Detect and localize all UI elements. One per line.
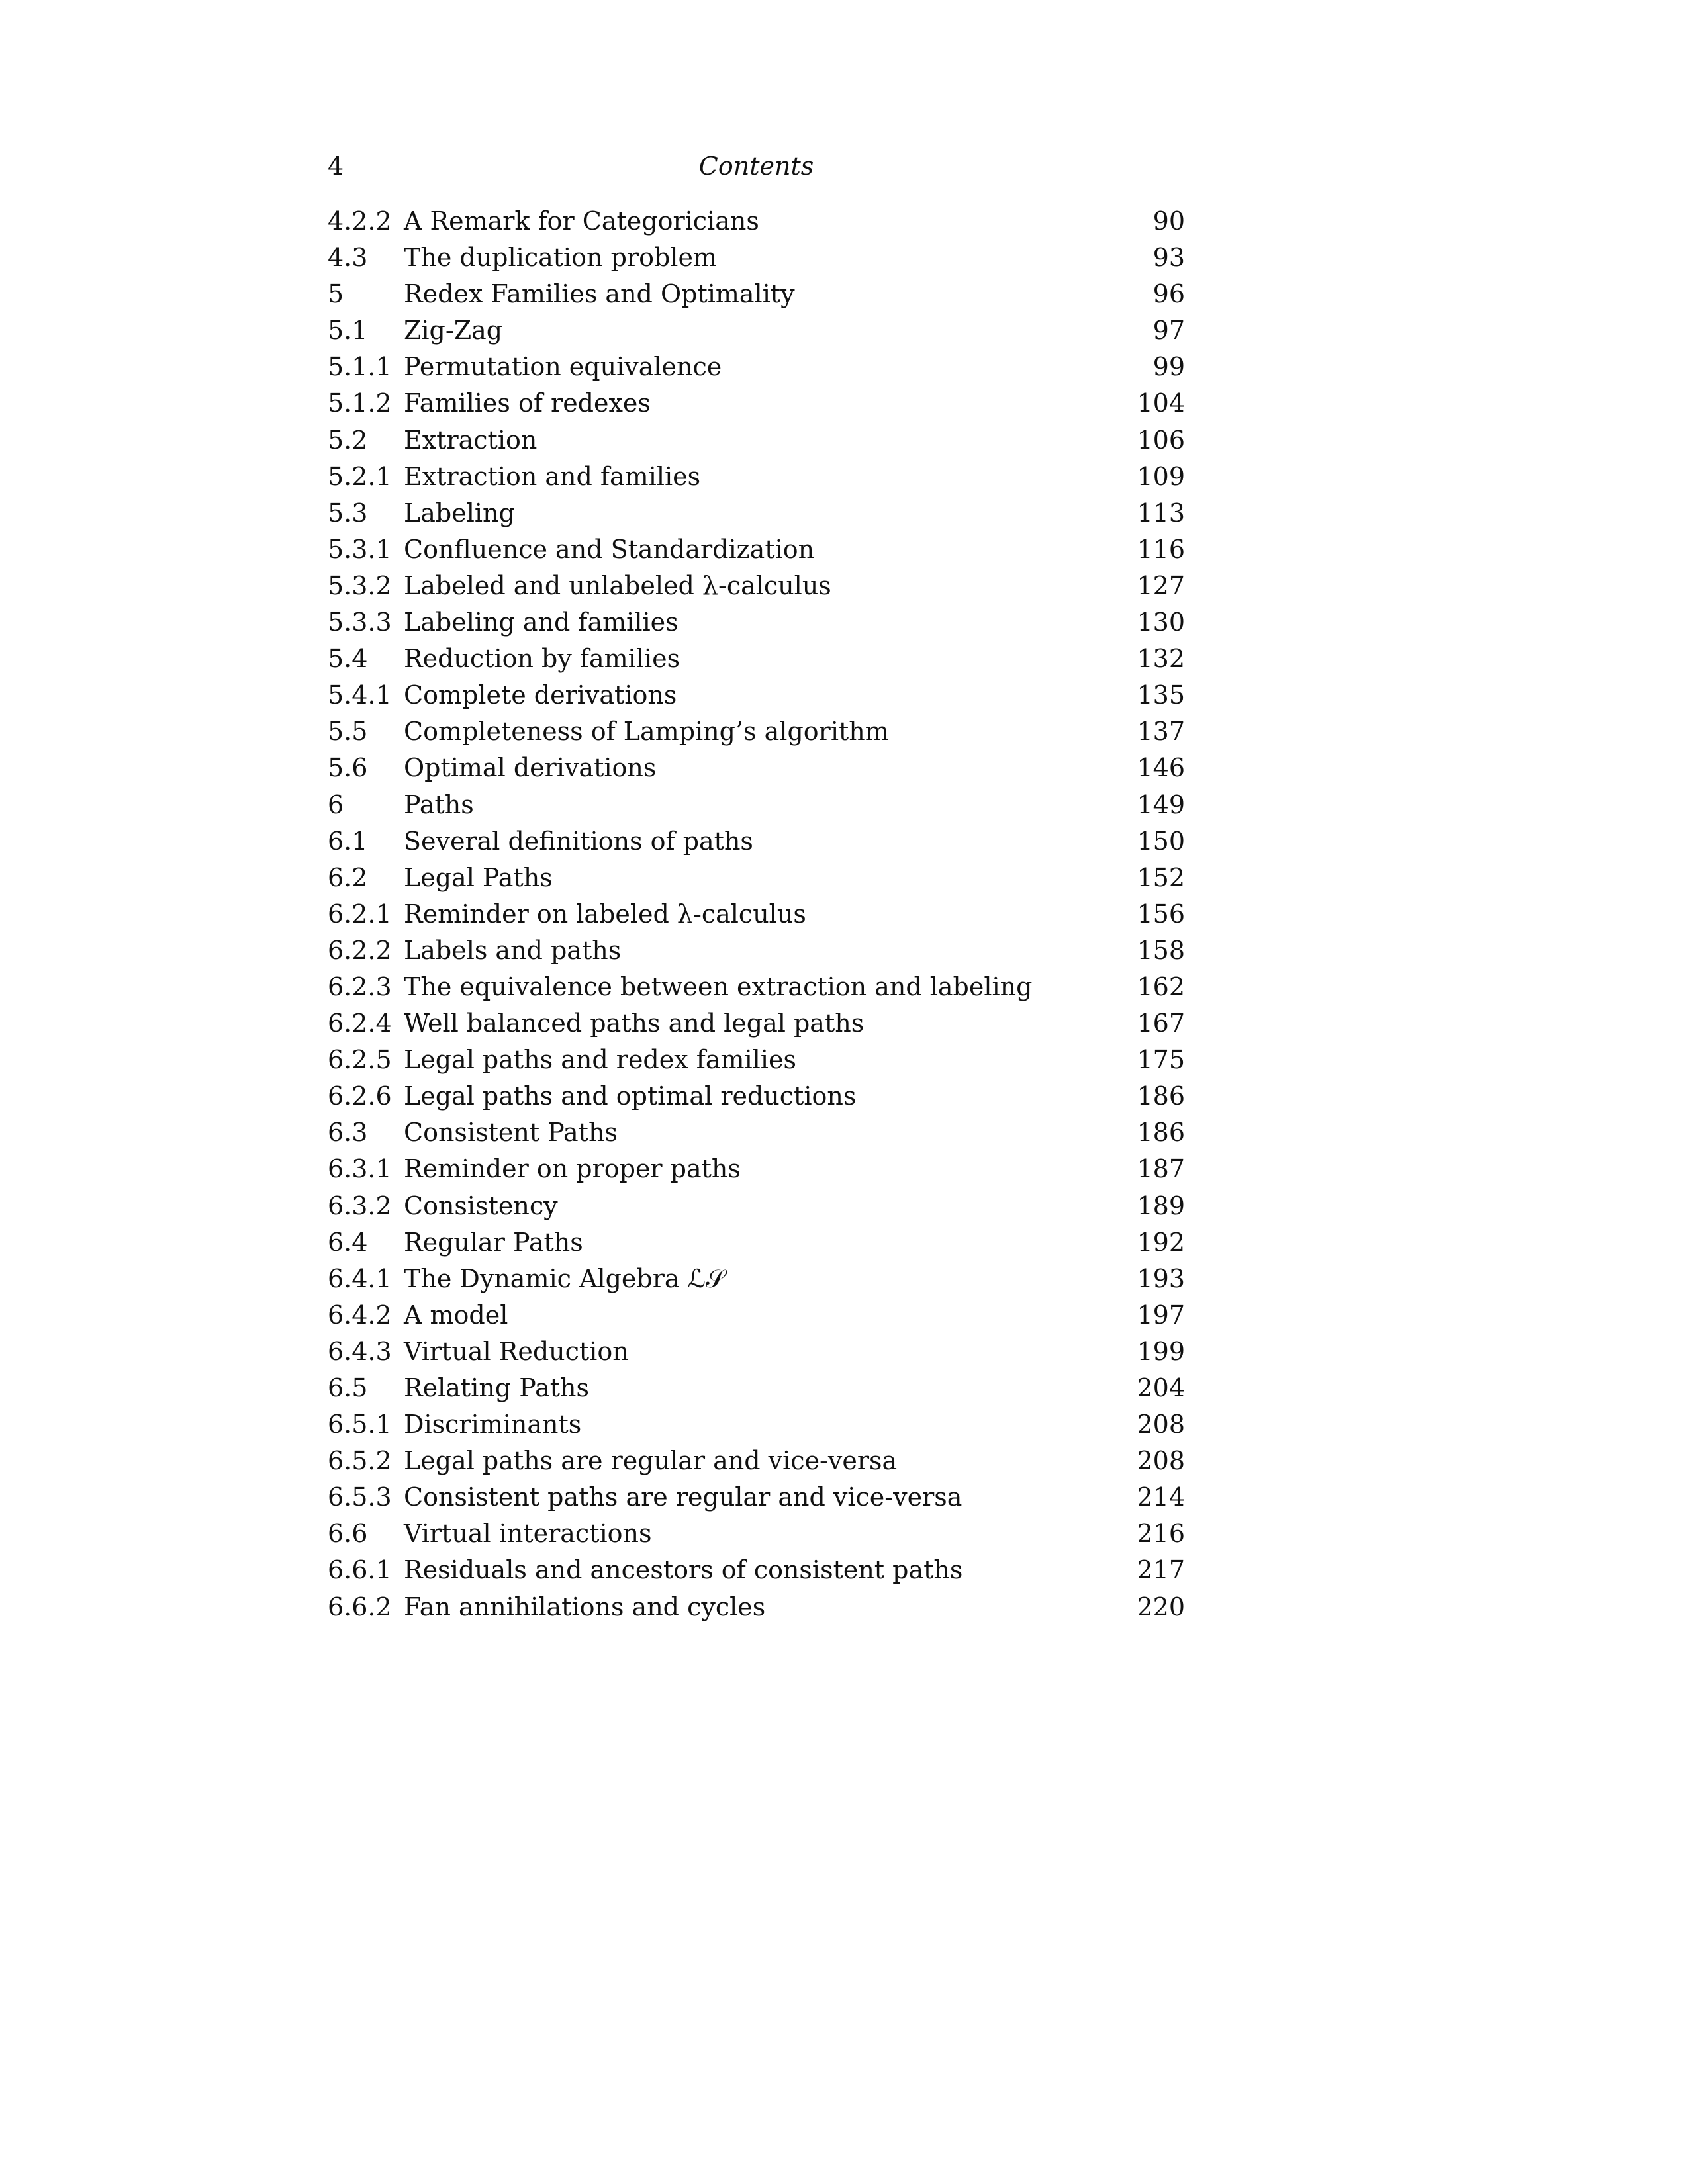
toc-entry-number: 5.6 xyxy=(328,753,368,783)
toc-entry-number: 5.3 xyxy=(328,498,368,527)
toc-entry-page: 106 xyxy=(1137,425,1185,455)
toc-entry-number: 5.4.1 xyxy=(328,680,392,710)
toc-entry xyxy=(328,896,1185,933)
toc-entry-page: 214 xyxy=(1137,1482,1185,1512)
toc-entry-number: 6.6.2 xyxy=(328,1592,392,1621)
toc-entry-number: 5.1.2 xyxy=(328,388,392,418)
toc-entry-page: 192 xyxy=(1137,1227,1185,1257)
toc-entry xyxy=(328,604,1185,641)
toc-entry-number: 6.2.2 xyxy=(328,935,392,965)
toc-entry xyxy=(328,1406,1185,1443)
toc-entry-page: 208 xyxy=(1137,1410,1185,1439)
toc-entry-page: 162 xyxy=(1137,972,1185,1001)
toc-entry-number: 6.5.3 xyxy=(328,1482,392,1512)
toc-entry-title: Zig-Zag xyxy=(404,316,503,345)
toc-entry xyxy=(328,1334,1185,1370)
toc-entry-title: Consistent paths are regular and vice-versa xyxy=(404,1482,962,1512)
toc-entry-title: Legal Paths xyxy=(404,862,553,892)
toc-entry-title: A model xyxy=(404,1300,508,1330)
toc-entry-number: 6.2.3 xyxy=(328,972,392,1001)
toc-entry-title: Several definitions of paths xyxy=(404,826,753,856)
toc-entry xyxy=(328,1042,1185,1078)
toc-entry-number: 5.2.1 xyxy=(328,461,392,491)
toc-entry-page: 127 xyxy=(1137,570,1185,600)
toc-entry-page: 137 xyxy=(1137,717,1185,747)
toc-entry-title: The duplication problem xyxy=(404,243,717,273)
toc-entry xyxy=(328,1479,1185,1516)
toc-entry-page: 149 xyxy=(1137,790,1185,819)
toc-entry-number: 6.5.2 xyxy=(328,1446,392,1476)
toc-entry xyxy=(328,641,1185,677)
page-number: 4 xyxy=(328,152,344,181)
toc-entry-number: 6.2.1 xyxy=(328,899,392,929)
toc-entry xyxy=(328,568,1185,604)
toc-entry-title: Permutation equivalence xyxy=(404,352,722,382)
toc-entry-page: 156 xyxy=(1137,899,1185,929)
toc-entry xyxy=(328,240,1185,276)
toc-entry xyxy=(328,276,1185,312)
toc-entry-page: 175 xyxy=(1137,1045,1185,1075)
toc-entry-number: 5 xyxy=(328,279,344,309)
toc-entry-number: 6 xyxy=(328,790,344,819)
toc-entry-title: Families of redexes xyxy=(404,388,651,418)
toc-entry-page: 208 xyxy=(1137,1446,1185,1476)
toc-entry xyxy=(328,1005,1185,1042)
toc-entry-title: Labeled and unlabeled λ-calculus xyxy=(404,570,831,600)
toc-entry xyxy=(328,1261,1185,1297)
toc-entry-title: Labeling and families xyxy=(404,608,679,637)
toc-entry-page: 90 xyxy=(1152,206,1185,236)
toc-entry-number: 6.5.1 xyxy=(328,1410,392,1439)
toc-entry-page: 93 xyxy=(1152,243,1185,273)
toc-entry xyxy=(328,860,1185,896)
toc-entry-page: 152 xyxy=(1137,862,1185,892)
toc-entry-title: Reduction by families xyxy=(404,644,680,674)
toc-entry xyxy=(328,713,1185,750)
running-title: Contents xyxy=(698,152,814,181)
toc-entry-title: Labeling xyxy=(404,498,515,527)
toc-entry-page: 130 xyxy=(1137,608,1185,637)
toc-entry-title: Legal paths and redex families xyxy=(404,1045,796,1075)
toc-entry-page: 150 xyxy=(1137,826,1185,856)
toc-entry-page: 109 xyxy=(1137,461,1185,491)
toc-entry xyxy=(328,677,1185,713)
toc-entry xyxy=(328,1188,1185,1224)
toc-entry-number: 6.5 xyxy=(328,1373,368,1402)
toc-entry-page: 146 xyxy=(1137,753,1185,783)
toc-entry-title: Virtual interactions xyxy=(404,1519,652,1549)
toc-entry-number: 6.3.2 xyxy=(328,1191,392,1220)
toc-entry-number: 6.2.6 xyxy=(328,1081,392,1111)
toc-entry-number: 5.5 xyxy=(328,717,368,747)
toc-entry-page: 197 xyxy=(1137,1300,1185,1330)
toc-entry-page: 113 xyxy=(1137,498,1185,527)
toc-entry-title: A Remark for Categoricians xyxy=(404,206,759,236)
toc-entry xyxy=(328,349,1185,385)
toc-entry-title: Paths xyxy=(404,790,474,819)
toc-entry-number: 5.3.1 xyxy=(328,534,392,564)
toc-entry-number: 6.3 xyxy=(328,1118,368,1148)
toc-entry xyxy=(328,969,1185,1005)
toc-entry-title: Extraction and families xyxy=(404,461,701,491)
toc-entry xyxy=(328,1078,1185,1115)
toc-entry-number: 4.2.2 xyxy=(328,206,392,236)
toc-entry xyxy=(328,933,1185,969)
toc-entry-title: Labels and paths xyxy=(404,935,622,965)
toc-entry-number: 5.3.3 xyxy=(328,608,392,637)
toc-entry xyxy=(328,1552,1185,1588)
toc-entry xyxy=(328,1224,1185,1261)
toc-entry-title: Discriminants xyxy=(404,1410,582,1439)
table-of-contents xyxy=(328,203,1185,1625)
toc-entry-page: 167 xyxy=(1137,1009,1185,1038)
toc-entry-title: The equivalence between extraction and labeling xyxy=(404,972,1033,1001)
toc-entry-number: 6.4 xyxy=(328,1227,368,1257)
toc-entry xyxy=(328,750,1185,786)
toc-entry xyxy=(328,1115,1185,1151)
toc-entry-title: Residuals and ancestors of consistent paths xyxy=(404,1555,963,1585)
toc-entry xyxy=(328,1443,1185,1479)
toc-entry-page: 220 xyxy=(1137,1592,1185,1621)
toc-entry xyxy=(328,312,1185,349)
toc-entry-title: Relating Paths xyxy=(404,1373,589,1402)
toc-entry-page: 116 xyxy=(1137,534,1185,564)
toc-entry-page: 199 xyxy=(1137,1336,1185,1366)
page-header xyxy=(328,150,1185,189)
toc-entry xyxy=(328,459,1185,495)
toc-entry-title: Legal paths and optimal reductions xyxy=(404,1081,857,1111)
toc-entry-page: 187 xyxy=(1137,1154,1185,1184)
toc-entry-page: 204 xyxy=(1137,1373,1185,1402)
toc-entry-number: 6.6 xyxy=(328,1519,368,1549)
toc-entry-page: 97 xyxy=(1152,316,1185,345)
toc-entry-title: Fan annihilations and cycles xyxy=(404,1592,766,1621)
toc-entry-number: 6.2.4 xyxy=(328,1009,392,1038)
toc-entry xyxy=(328,385,1185,422)
toc-entry-title: Consistent Paths xyxy=(404,1118,618,1148)
toc-entry-page: 96 xyxy=(1152,279,1185,309)
toc-entry-number: 5.2 xyxy=(328,425,368,455)
toc-entry-page: 216 xyxy=(1137,1519,1185,1549)
toc-entry-number: 5.1.1 xyxy=(328,352,392,382)
toc-entry-number: 5.3.2 xyxy=(328,570,392,600)
toc-entry xyxy=(328,1151,1185,1187)
toc-entry xyxy=(328,1370,1185,1406)
toc-entry xyxy=(328,1297,1185,1334)
toc-entry-title: Consistency xyxy=(404,1191,558,1220)
toc-entry-number: 6.4.2 xyxy=(328,1300,392,1330)
toc-entry xyxy=(328,495,1185,531)
toc-entry-title: Extraction xyxy=(404,425,538,455)
toc-entry-number: 4.3 xyxy=(328,243,368,273)
toc-entry-title: Reminder on labeled λ-calculus xyxy=(404,899,806,929)
toc-entry xyxy=(328,203,1185,240)
toc-entry-number: 6.4.1 xyxy=(328,1263,392,1293)
toc-entry-page: 193 xyxy=(1137,1263,1185,1293)
toc-entry-title: Optimal derivations xyxy=(404,753,657,783)
toc-entry-title: Virtual Reduction xyxy=(404,1336,629,1366)
toc-entry-title: Completeness of Lamping’s algorithm xyxy=(404,717,889,747)
toc-entry-title: Confluence and Standardization xyxy=(404,534,815,564)
toc-entry-page: 104 xyxy=(1137,388,1185,418)
toc-entry xyxy=(328,531,1185,568)
toc-entry-page: 132 xyxy=(1137,644,1185,674)
toc-entry-number: 5.1 xyxy=(328,316,368,345)
toc-entry xyxy=(328,422,1185,459)
toc-entry-page: 186 xyxy=(1137,1118,1185,1148)
toc-entry xyxy=(328,1589,1185,1625)
toc-entry-number: 6.2.5 xyxy=(328,1045,392,1075)
toc-entry-title: Complete derivations xyxy=(404,680,677,710)
toc-entry-page: 99 xyxy=(1152,352,1185,382)
toc-entry-title: Redex Families and Optimality xyxy=(404,279,795,309)
toc-entry xyxy=(328,823,1185,860)
toc-entry-title: The Dynamic Algebra ℒ𝒮 xyxy=(404,1263,726,1293)
toc-entry-page: 217 xyxy=(1137,1555,1185,1585)
toc-entry-page: 158 xyxy=(1137,935,1185,965)
toc-entry-page: 189 xyxy=(1137,1191,1185,1220)
toc-entry-number: 6.6.1 xyxy=(328,1555,392,1585)
toc-entry-number: 5.4 xyxy=(328,644,368,674)
toc-entry-title: Legal paths are regular and vice-versa xyxy=(404,1446,898,1476)
toc-entry-title: Well balanced paths and legal paths xyxy=(404,1009,865,1038)
toc-entry-page: 135 xyxy=(1137,680,1185,710)
toc-entry xyxy=(328,787,1185,823)
toc-entry-number: 6.3.1 xyxy=(328,1154,392,1184)
toc-entry-page: 186 xyxy=(1137,1081,1185,1111)
toc-entry-title: Reminder on proper paths xyxy=(404,1154,741,1184)
toc-entry xyxy=(328,1516,1185,1552)
toc-entry-number: 6.1 xyxy=(328,826,368,856)
toc-entry-number: 6.2 xyxy=(328,862,368,892)
toc-entry-number: 6.4.3 xyxy=(328,1336,392,1366)
toc-entry-title: Regular Paths xyxy=(404,1227,583,1257)
